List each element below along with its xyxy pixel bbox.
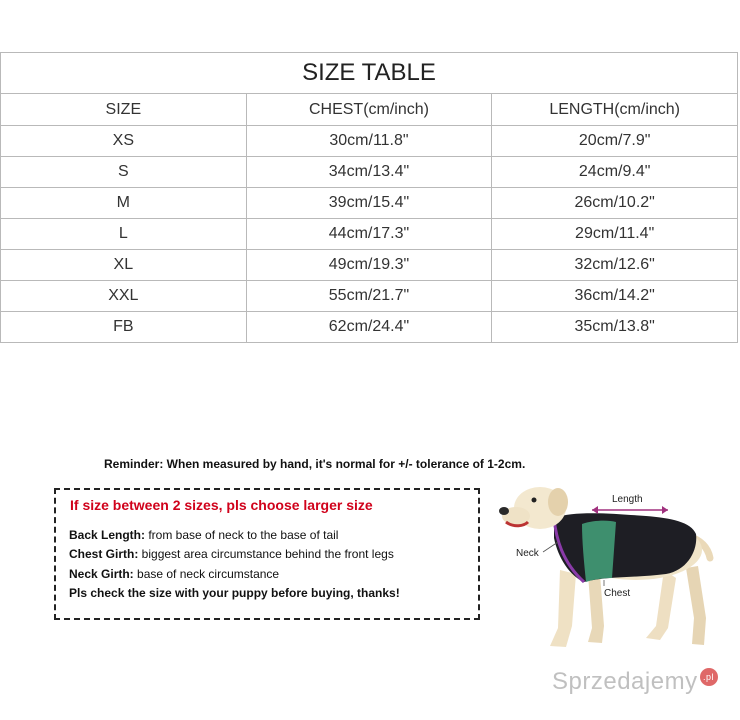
- column-header-length: LENGTH(cm/inch): [492, 94, 738, 126]
- neck-girth-note: [69, 567, 279, 581]
- watermark-suffix: .pl: [700, 668, 718, 686]
- length-arrow-head: [592, 506, 598, 514]
- check-size-note: [69, 586, 400, 600]
- size-advice-headline: If size between 2 sizes, pls choose larger size: [70, 497, 373, 513]
- size-cell: S: [1, 157, 247, 188]
- table-row: [1, 312, 738, 343]
- table-header-row: [1, 94, 738, 126]
- length-arrow-head: [662, 506, 668, 514]
- size-cell: XXL: [1, 281, 247, 312]
- neck-pointer: [543, 542, 558, 552]
- dog-jacket-panel: [582, 521, 616, 582]
- dog-front-leg: [550, 570, 576, 647]
- length-cell: 20cm/7.9": [492, 126, 738, 157]
- length-cell: 35cm/13.8": [492, 312, 738, 343]
- chest-girth-term: Chest Girth:: [69, 547, 139, 561]
- size-cell: XS: [1, 126, 247, 157]
- table-row: [1, 250, 738, 281]
- back-length-term: Back Length:: [69, 528, 146, 542]
- dog-measurement-figure: [496, 478, 726, 658]
- neck-girth-term: Neck Girth:: [69, 567, 134, 581]
- chest-cell: 39cm/15.4": [246, 188, 492, 219]
- site-watermark: [552, 668, 718, 696]
- measurement-reminder: Reminder: When measured by hand, it's normal for +/- tolerance of 1-2cm.: [104, 457, 526, 471]
- length-cell: 24cm/9.4": [492, 157, 738, 188]
- dog-hind-leg: [686, 566, 706, 645]
- size-cell: M: [1, 188, 247, 219]
- chest-cell: 30cm/11.8": [246, 126, 492, 157]
- chest-cell: 49cm/19.3": [246, 250, 492, 281]
- size-advice-box: [54, 488, 480, 620]
- table-row: [1, 157, 738, 188]
- neck-girth-text: base of neck circumstance: [133, 567, 280, 581]
- back-length-note: [69, 528, 338, 542]
- check-size-text: Pls check the size with your puppy before buying, thanks!: [69, 586, 400, 600]
- length-label: Length: [612, 494, 643, 505]
- table-row: [1, 219, 738, 250]
- length-cell: 32cm/12.6": [492, 250, 738, 281]
- chest-cell: 44cm/17.3": [246, 219, 492, 250]
- length-cell: 29cm/11.4": [492, 219, 738, 250]
- size-cell: XL: [1, 250, 247, 281]
- column-header-chest: CHEST(cm/inch): [246, 94, 492, 126]
- watermark-text: Sprzedajemy: [552, 668, 698, 695]
- table-title-row: [1, 53, 738, 94]
- dog-eye: [532, 498, 537, 503]
- table-row: [1, 188, 738, 219]
- chest-girth-text: biggest area circumstance behind the front legs: [138, 547, 394, 561]
- neck-label: Neck: [516, 548, 539, 559]
- table-row: [1, 126, 738, 157]
- chest-cell: 62cm/24.4": [246, 312, 492, 343]
- column-header-size: SIZE: [1, 94, 247, 126]
- dog-ear: [548, 488, 568, 516]
- dog-hind-leg: [646, 570, 676, 640]
- chest-label: Chest: [604, 588, 631, 599]
- table-title: SIZE TABLE: [1, 53, 738, 94]
- chest-cell: 55cm/21.7": [246, 281, 492, 312]
- dog-front-leg: [588, 574, 604, 643]
- chest-girth-note: [69, 547, 394, 561]
- length-cell: 36cm/14.2": [492, 281, 738, 312]
- size-table: [0, 52, 738, 343]
- size-cell: L: [1, 219, 247, 250]
- back-length-text: from base of neck to the base of tail: [145, 528, 339, 542]
- chest-cell: 34cm/13.4": [246, 157, 492, 188]
- size-cell: FB: [1, 312, 247, 343]
- length-cell: 26cm/10.2": [492, 188, 738, 219]
- dog-nose: [499, 507, 509, 515]
- table-row: [1, 281, 738, 312]
